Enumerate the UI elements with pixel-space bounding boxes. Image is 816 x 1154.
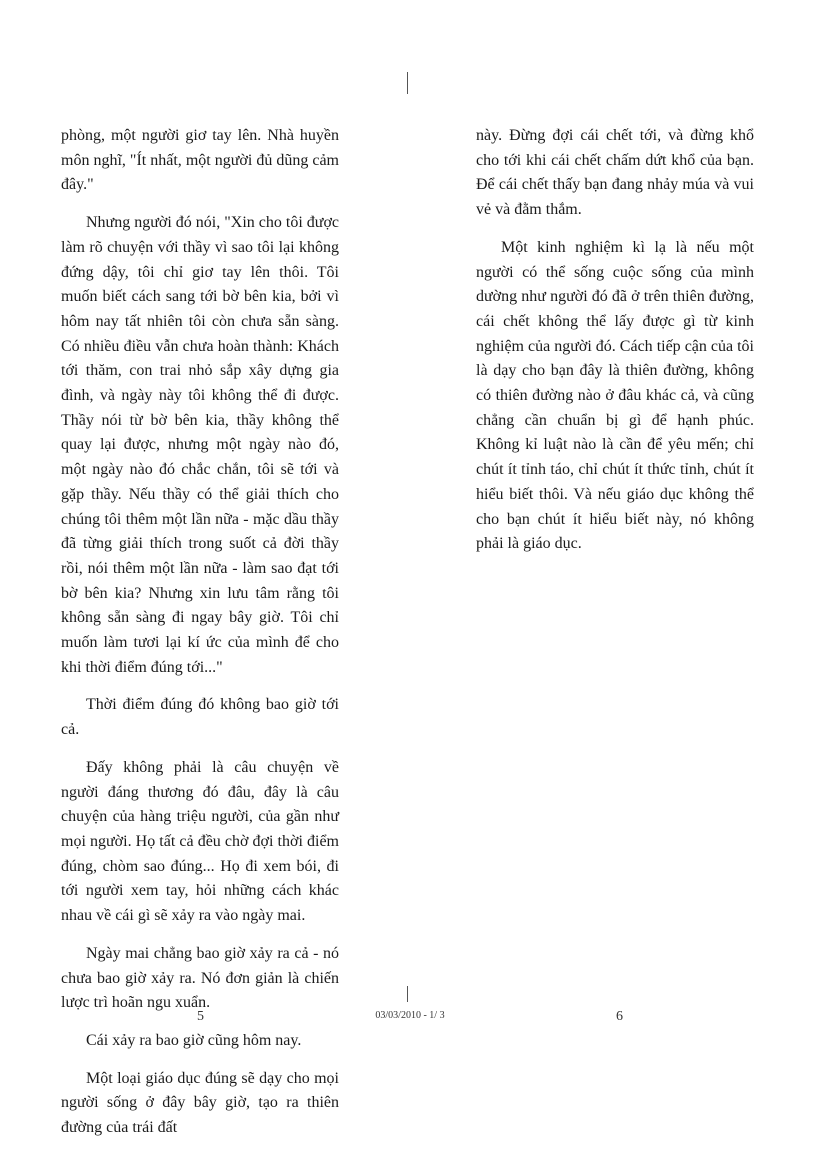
- bottom-center-divider: [407, 986, 408, 1002]
- right-paragraph-2: Một kinh nghiệm kì lạ là nếu một người có thể sống cuộc sống của mình dường như người đó đã ở trên thiên đường, cái chết không thể lấy được gì từ kinh nghiệm của người đó. Cách tiếp cận của tôi là dạy cho bạn đây là thiên đường, không có thiên đường nào ở đâu khác cả, và cũng chẳng cần chuẩn bị gì để hạnh phúc. Không kỉ luật nào là cần để yêu mến; chỉ chút ít tỉnh táo, chỉ chút ít thức tỉnh, chút ít hiểu biết thôi. Và nếu giáo dục không thể cho bạn chút ít hiểu biết này, nó không phải là giáo dục.: [476, 238, 754, 553]
- top-center-divider: [407, 72, 408, 94]
- right-paragraph-1: này. Đừng đợi cái chết tới, và đừng khổ cho tới khi cái chết chấm dứt khổ của bạn. Để cái chết thấy bạn đang nhảy múa và vui vẻ và đằm thắm.: [476, 127, 754, 219]
- print-date-footer: 03/03/2010 - 1/ 3: [375, 1010, 445, 1021]
- left-page-number: 5: [197, 1009, 204, 1024]
- left-paragraph-1: phòng, một người giơ tay lên. Nhà huyền môn nghĩ, "Ít nhất, một người đủ dũng cảm đây.": [61, 127, 339, 194]
- left-paragraph-3: Thời điểm đúng đó không bao giờ tới cả.: [61, 696, 339, 739]
- left-paragraph-4: Đấy không phải là câu chuyện về người đáng thương đó đâu, đây là câu chuyện của hàng triệu người, của gần như mọi người. Họ tất cả đều chờ đợi thời điểm đúng, chòm sao đúng... Họ đi xem bói, đi tới người xem tay, hỏi những cách khác nhau về cái gì sẽ xảy ra vào ngày mai.: [61, 758, 339, 925]
- right-page-number: 6: [616, 1009, 623, 1024]
- left-paragraph-2: Nhưng người đó nói, "Xin cho tôi được làm rõ chuyện với thầy vì sao tôi lại không đứng dậy, tôi chỉ giơ tay lên thôi. Tôi muốn biết cách sang tới bờ bên kia, bởi vì hôm nay tất nhiên tôi còn chưa sẵn sàng. Có nhiều điều vẫn chưa hoàn thành: Khách tới thăm, con trai nhỏ sắp xây dựng gia đình, và ngày này tôi không thể đi được. Thầy nói từ bờ bên kia, thầy không thể quay lại được, nhưng một ngày nào đó, một ngày nào đó chắc chắn, tôi sẽ tới và gặp thầy. Nếu thầy có thể giải thích cho chúng tôi thêm một lần nữa - mặc dầu thầy đã từng giải thích trong suốt cả đời thầy rồi, nói thêm một lần nữa - làm sao đạt tới bờ bên kia? Nhưng xin lưu tâm rằng tôi không sẵn sàng đi ngay bây giờ. Tôi chỉ muốn làm tươi lại kí ức của mình để cho khi thời điểm đúng tới...": [61, 214, 340, 676]
- left-paragraph-6: Cái xảy ra bao giờ cũng hôm nay.: [86, 1031, 302, 1049]
- left-page-column: [61, 124, 339, 1154]
- right-page-column: [476, 124, 754, 570]
- left-paragraph-7: Một loại giáo dục đúng sẽ dạy cho mọi người sống ở đây bây giờ, tạo ra thiên đường của trái đất: [61, 1069, 339, 1137]
- left-paragraph-5: Ngày mai chẳng bao giờ xảy ra cả - nó chưa bao giờ xảy ra. Nó đơn giản là chiến lược trì hoãn ngu xuẩn.: [61, 944, 339, 1012]
